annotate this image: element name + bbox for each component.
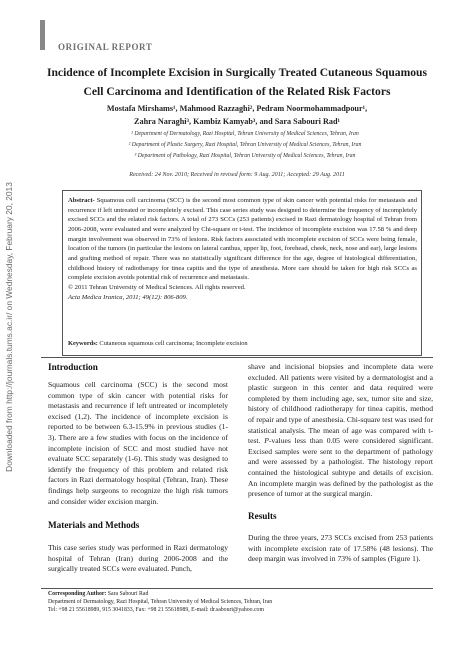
authors-line-2: Zahra Naraghi³, Kambiz Kamyab³, and Sara Sabouri Rad¹ [134, 117, 340, 126]
abstract-label: Abstract- [68, 197, 95, 204]
footer-name: Sara Sabouri Rad [106, 591, 149, 597]
abstract-text [68, 196, 417, 302]
keywords-label: Keywords: [68, 340, 98, 347]
affiliation-2: ² Department of Plastic Surgery, Razi Hospital, Tehran University of Medical Sciences, Tehran, Iran [128, 142, 362, 148]
affiliation-3: ³ Department of Pathology, Razi Hospital, Tehran University of Medical Sciences, Tehran, Iran [134, 153, 356, 159]
title-line-1: Incidence of Incomplete Excision in Surgically Treated Cutaneous Squamous [46, 66, 428, 79]
methods-continued-a: shave and incisional biopsies and incomplete data were excluded. All patients were visited by a dermatologist and a plastic surgeon in this center and data required were completed by them including age, sex, tumor site and size, history of childhood radiotherapy for tinea capitis, method of repair and type of anesthesia. Chi-square test was used for statistical analysis. The mean of age was compared with t-test. [248, 362, 433, 446]
results-body: During the three years, 273 SCCs excised from 253 patients with incomplete excision rate of 17.58% (48 lesions). The deep margin was involved in 73% of samples (Figure 1). [248, 533, 433, 564]
section-bar [40, 20, 45, 50]
footer-line-2: Department of Dermatology, Razi Hospital, Tehran University of Medical Sciences, Tehran, Iran [48, 599, 273, 606]
divider [41, 357, 433, 358]
right-column-body [248, 362, 433, 500]
keywords-text: Cutaneous squamous cell carcinoma; Incomplete excision [97, 340, 248, 347]
introduction-heading: Introduction [48, 362, 98, 372]
copyright-line: © 2011 Tehran University of Medical Sciences. All rights reserved. [68, 283, 246, 291]
footer-line-1 [48, 590, 348, 598]
footer-divider [41, 588, 433, 589]
download-watermark: Downloaded from http://journals.tums.ac.ir/ on Wednesday, February 20, 2013 [4, 182, 14, 472]
title-line-2: Cell Carcinoma and Identification of the Related Risk Factors [83, 85, 391, 98]
methods-heading: Materials and Methods [48, 520, 140, 530]
methods-continued-b: -values less than 0.05 were considered significant. Excised samples were sent to the department of pathology and were assessed by a pathologist. The histology report contained the histological subtype and details of excision. An incomplete margin was defined by the pathologist as the presence of tumor at the surgical margin. [248, 436, 433, 499]
authors-line-1: Mostafa Mirshams¹, Mahmood Razzaghi², Pedram Noormohammadpour¹, [106, 104, 368, 113]
section-label: ORIGINAL REPORT [58, 42, 153, 52]
footer-line-3: Tel: +98 21 55618989, 915 3041833, Fax: +98 21 55618989, E-mail: dr.sabouri@yahoo.com [48, 607, 264, 614]
dates-line: Received: 24 Nov. 2010; Received in revised form: 9 Aug. 2011; Accepted: 29 Aug. 2011 [129, 172, 345, 178]
keywords-line [68, 340, 417, 347]
affiliation-1: ¹ Department of Dermatology, Razi Hospital, Tehran University of Medical Sciences, Tehran, Iran [131, 131, 359, 137]
footer-label: Corresponding Author: [48, 591, 107, 597]
p-value-symbol: P [264, 436, 269, 446]
results-heading: Results [248, 511, 277, 521]
abstract-body: Squamous cell carcinoma (SCC) is the second most common type of skin cancer with potential risks for metastasis and recurrence if left untreated or incompletely excised. This case series study was designed to determine the frequency of incompletely excised SCCs and the related risk factors. A total of 273 SCCs (253 patients) excised in Razi dermatology hospital of Tehran from 2006-2008, were evaluated and were analyzed by Chi-square or t-test. The incidence of incomplete excision was 17.58 % and deep margin involvement was observed in 73% of lesions. Risk factors associated with incomplete excision of SCCs were being female, location of the tumors (in particular the lesions on lateral canthus, upper lip, foot, forehead, cheek, neck, nose and ear), large lesions and grafting method of repair. There was no statistically significant difference for the age, degree of histological differentiation, childhood history of radiotherapy for tinea capitis and the type of anesthesia. More care should be taken for high risk SCCs as complete excision avoids potential risk of recurrence and metastasis. [68, 197, 417, 282]
abstract-box [62, 190, 422, 356]
introduction-body: Squamous cell carcinoma (SCC) is the second most common type of skin cancer with potential risks for metastasis and recurrence if left untreated or incompletely excised (1,2). The incidence of incomplete excision is reported to be between 6.3-15.9% in previous studies (1-3). There are a few studies with focus on the incidence of incomplete incision of SCC and most studied have not evaluate SCC separately (1-6). This study was designed to identify the frequency of this problem and related risk factors in Razi dermatology hospital (Tehran, Iran). These findings help surgeons to recognize the high risk tumors and consider wider excision margin. [48, 380, 228, 506]
methods-body: This case series study was performed in Razi dermatology hospital of Tehran (Iran) during 2006-2008 and the surgically treated SCCs were evaluated. Punch, [48, 543, 228, 574]
citation-line: Acta Medica Iranica, 2011; 49(12): 806-809. [68, 293, 188, 301]
corresponding-author-footer [48, 590, 348, 615]
